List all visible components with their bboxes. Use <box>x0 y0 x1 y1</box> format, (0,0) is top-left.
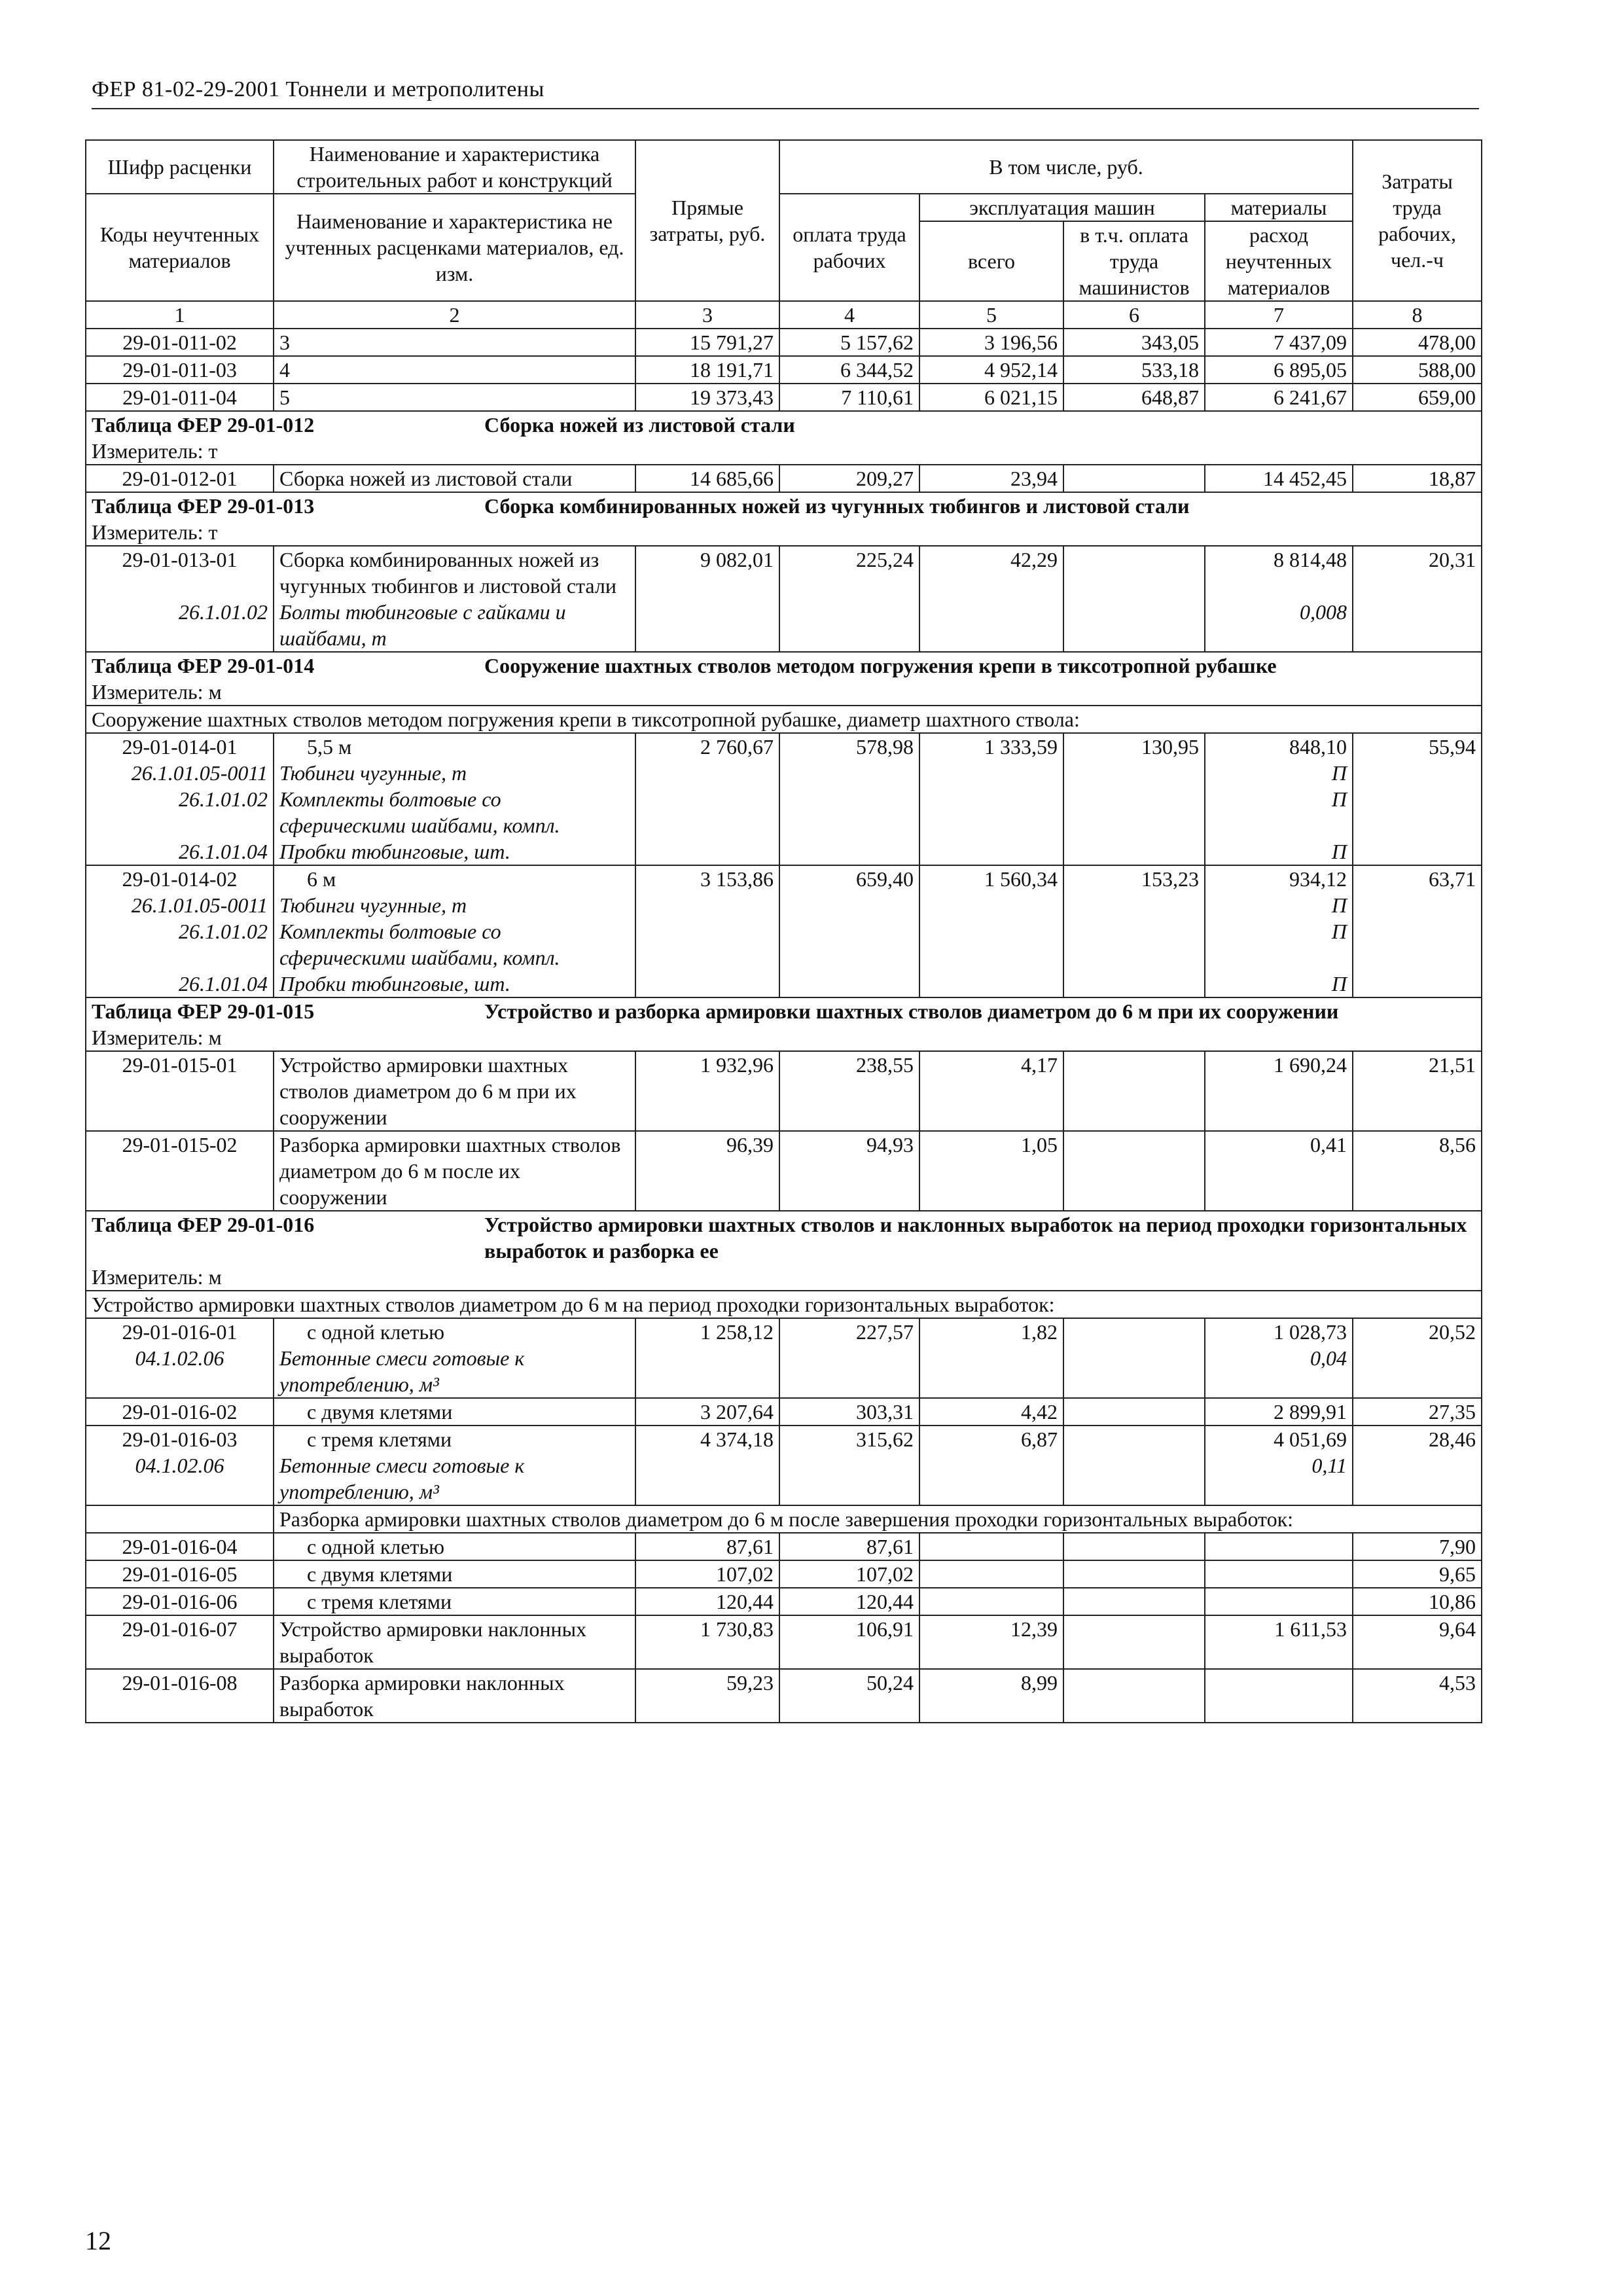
table-title-name: Устройство и разборка армировки шахтных стволов диаметром до 6 м при их сооружении <box>484 999 1339 1023</box>
row-mach: 23,94 <box>919 465 1063 492</box>
table-row <box>86 356 1482 384</box>
row-code: 29-01-011-02 <box>86 329 274 356</box>
table-title-code: Таблица ФЕР 29-01-014 <box>92 654 315 677</box>
row-name: с тремя клетями <box>274 1426 635 1452</box>
col-mach-wages-header: в т.ч. оплата труда машинистов <box>1063 221 1205 301</box>
material-code: 04.1.02.06 <box>86 1345 274 1398</box>
table-header-row-1 <box>86 140 1482 194</box>
col-num: 6 <box>1063 301 1205 329</box>
material-code: 26.1.01.04 <box>86 838 274 865</box>
row-mat: 6 241,67 <box>1205 384 1353 411</box>
table-row <box>86 1615 1482 1669</box>
row-mat: 2 899,91 <box>1205 1398 1353 1426</box>
row-mach: 4,42 <box>919 1398 1063 1426</box>
row-wages: 120,44 <box>779 1588 919 1615</box>
row-labor: 28,46 <box>1353 1426 1482 1452</box>
measure-unit: Измеритель: т <box>86 438 1482 465</box>
subheading-row <box>86 1291 1482 1318</box>
row-labor: 27,35 <box>1353 1398 1482 1426</box>
table-title-code: Таблица ФЕР 29-01-016 <box>92 1213 315 1236</box>
row-code: 29-01-015-01 <box>86 1051 274 1131</box>
row-code: 29-01-015-02 <box>86 1131 274 1211</box>
row-mach: 1,05 <box>919 1131 1063 1211</box>
row-labor: 20,31 <box>1353 546 1482 599</box>
row-name: с тремя клетями <box>274 1588 635 1615</box>
row-wages: 5 157,62 <box>779 329 919 356</box>
row-wages: 107,02 <box>779 1560 919 1588</box>
row-code: 29-01-011-04 <box>86 384 274 411</box>
row-name: Разборка армировки шахтных стволов диаметром до 6 м после их сооружении <box>274 1131 635 1211</box>
row-labor: 20,52 <box>1353 1318 1482 1345</box>
row-mach: 42,29 <box>919 546 1063 599</box>
row-mach: 8,99 <box>919 1669 1063 1723</box>
table-row <box>86 329 1482 356</box>
row-wages: 209,27 <box>779 465 919 492</box>
table-title-code: Таблица ФЕР 29-01-015 <box>92 999 315 1023</box>
row-wages: 225,24 <box>779 546 919 599</box>
col-name-header: Наименование и характеристика строительных работ и конструкций <box>274 140 635 194</box>
row-direct: 3 153,86 <box>635 865 779 892</box>
material-row <box>86 971 1482 997</box>
row-labor: 478,00 <box>1353 329 1482 356</box>
col-mat-consumption-header: расход неучтенных материалов <box>1205 221 1353 301</box>
col-materials-header: материалы <box>1205 194 1353 221</box>
table-title-code: Таблица ФЕР 29-01-013 <box>92 494 315 518</box>
document-header: ФЕР 81-02-29-2001 Тоннели и метрополитены <box>92 77 544 101</box>
subheading-row <box>86 1505 1482 1533</box>
row-mat: 8 814,48 <box>1205 546 1353 599</box>
row-wages: 659,40 <box>779 865 919 892</box>
col-num: 4 <box>779 301 919 329</box>
row-code: 29-01-011-03 <box>86 356 274 384</box>
row-name: 4 <box>274 356 635 384</box>
row-direct: 120,44 <box>635 1588 779 1615</box>
row-mach-wages <box>1063 465 1205 492</box>
col-incl-header: В том числе, руб. <box>779 140 1353 194</box>
row-name: Устройство армировки шахтных стволов диаметром до 6 м при их сооружении <box>274 1051 635 1131</box>
row-mat: 6 895,05 <box>1205 356 1353 384</box>
row-labor: 8,56 <box>1353 1131 1482 1211</box>
material-code: 26.1.01.02 <box>86 786 274 838</box>
row-name: с двумя клетями <box>274 1560 635 1588</box>
material-row <box>86 1345 1482 1398</box>
table-row <box>86 1051 1482 1131</box>
row-name: с двумя клетями <box>274 1398 635 1426</box>
table-row <box>86 1426 1482 1452</box>
material-code: 04.1.02.06 <box>86 1452 274 1505</box>
table-row <box>86 1533 1482 1560</box>
subheading: Устройство армировки шахтных стволов диаметром до 6 м на период проходки горизонтальных выработок: <box>86 1291 1482 1318</box>
row-mach: 6,87 <box>919 1426 1063 1452</box>
row-mach: 3 196,56 <box>919 329 1063 356</box>
table-row <box>86 1318 1482 1345</box>
material-row <box>86 1452 1482 1505</box>
measure-row <box>86 679 1482 706</box>
row-labor: 55,94 <box>1353 733 1482 760</box>
row-code: 29-01-014-01 <box>86 733 274 760</box>
row-mach: 4 952,14 <box>919 356 1063 384</box>
row-code: 29-01-016-06 <box>86 1588 274 1615</box>
row-mat: 848,10 <box>1205 733 1353 760</box>
measure-unit: Измеритель: т <box>86 519 1482 546</box>
row-mach-wages: 533,18 <box>1063 356 1205 384</box>
row-labor: 588,00 <box>1353 356 1482 384</box>
row-wages: 50,24 <box>779 1669 919 1723</box>
table-row <box>86 384 1482 411</box>
row-name: Сборка комбинированных ножей из чугунных тюбингов и листовой стали <box>274 546 635 599</box>
row-code: 29-01-013-01 <box>86 546 274 599</box>
material-name: Пробки тюбинговые, шт. <box>274 838 635 865</box>
table-title-name: Устройство армировки шахтных стволов и наклонных выработок на период проходки горизонтальных выработок и разборка ее <box>484 1213 1467 1263</box>
table-title-name: Сборка ножей из листовой стали <box>484 413 795 437</box>
page-number: 12 <box>85 2226 111 2255</box>
material-qty: П <box>1205 892 1353 918</box>
row-mach: 12,39 <box>919 1615 1063 1669</box>
row-name: 6 м <box>274 865 635 892</box>
row-code: 29-01-016-03 <box>86 1426 274 1452</box>
row-direct: 2 760,67 <box>635 733 779 760</box>
row-direct: 4 374,18 <box>635 1426 779 1452</box>
table-row <box>86 733 1482 760</box>
col-machines-header: эксплуатация машин <box>919 194 1205 221</box>
row-wages: 106,91 <box>779 1615 919 1669</box>
row-mach: 6 021,15 <box>919 384 1063 411</box>
col-num: 1 <box>86 301 274 329</box>
table-row <box>86 1669 1482 1723</box>
measure-unit: Измеритель: м <box>86 1024 1482 1051</box>
material-qty: П <box>1205 760 1353 786</box>
material-name: Тюбинги чугунные, т <box>274 892 635 918</box>
table-row <box>86 1560 1482 1588</box>
row-mat: 7 437,09 <box>1205 329 1353 356</box>
material-code: 26.1.01.05-0011 <box>86 892 274 918</box>
row-labor: 9,64 <box>1353 1615 1482 1669</box>
material-qty: П <box>1205 971 1353 997</box>
row-mat: 14 452,45 <box>1205 465 1353 492</box>
row-mat: 1 611,53 <box>1205 1615 1353 1669</box>
row-mat: 0,41 <box>1205 1131 1353 1211</box>
table-header-row-2 <box>86 194 1482 221</box>
row-direct: 19 373,43 <box>635 384 779 411</box>
subheading: Сооружение шахтных стволов методом погружения крепи в тиксотропной рубашке, диаметр шахтного ствола: <box>86 706 1482 733</box>
material-row <box>86 918 1482 971</box>
material-name: Комплекты болтовые со сферическими шайбами, компл. <box>274 786 635 838</box>
row-labor: 9,65 <box>1353 1560 1482 1588</box>
row-wages: 94,93 <box>779 1131 919 1211</box>
table-row <box>86 546 1482 599</box>
row-direct: 15 791,27 <box>635 329 779 356</box>
header-rule <box>92 108 1479 109</box>
row-direct: 59,23 <box>635 1669 779 1723</box>
row-direct: 107,02 <box>635 1560 779 1588</box>
table-title-row <box>86 652 1482 679</box>
table-title-name: Сооружение шахтных стволов методом погружения крепи в тиксотропной рубашке <box>484 654 1277 677</box>
table-title-code: Таблица ФЕР 29-01-012 <box>92 413 315 437</box>
material-qty: П <box>1205 918 1353 971</box>
material-name: Тюбинги чугунные, т <box>274 760 635 786</box>
row-mach-wages: 648,87 <box>1063 384 1205 411</box>
row-wages: 6 344,52 <box>779 356 919 384</box>
row-wages: 87,61 <box>779 1533 919 1560</box>
row-code: 29-01-016-02 <box>86 1398 274 1426</box>
table-row <box>86 865 1482 892</box>
table-title-row <box>86 492 1482 519</box>
material-name: Бетонные смеси готовые к употреблению, м³ <box>274 1452 635 1505</box>
col-num: 3 <box>635 301 779 329</box>
material-name: Пробки тюбинговые, шт. <box>274 971 635 997</box>
col-mach-total-header: всего <box>919 221 1063 301</box>
material-name: Болты тюбинговые с гайками и шайбами, т <box>274 599 635 652</box>
measure-row <box>86 438 1482 465</box>
row-name: Устройство армировки наклонных выработок <box>274 1615 635 1669</box>
row-direct: 14 685,66 <box>635 465 779 492</box>
col-name2-header: Наименование и характеристика не учтенных расценками материалов, ед. изм. <box>274 194 635 301</box>
row-labor: 21,51 <box>1353 1051 1482 1131</box>
measure-row <box>86 1024 1482 1051</box>
material-qty: П <box>1205 838 1353 865</box>
measure-unit: Измеритель: м <box>86 679 1482 706</box>
row-name: Разборка армировки наклонных выработок <box>274 1669 635 1723</box>
col-labor-header: Затраты труда рабочих, чел.-ч <box>1353 140 1482 301</box>
row-code: 29-01-016-08 <box>86 1669 274 1723</box>
col-wages-header: оплата труда рабочих <box>779 194 919 301</box>
row-mach-wages: 130,95 <box>1063 733 1205 760</box>
material-row <box>86 599 1482 652</box>
measure-unit: Измеритель: м <box>86 1264 1482 1291</box>
material-row <box>86 760 1482 786</box>
row-labor: 7,90 <box>1353 1533 1482 1560</box>
table-row <box>86 1131 1482 1211</box>
table-title-name: Сборка комбинированных ножей из чугунных тюбингов и листовой стали <box>484 494 1190 518</box>
row-labor: 63,71 <box>1353 865 1482 892</box>
col-num: 7 <box>1205 301 1353 329</box>
col-code-header: Шифр расценки <box>86 140 274 194</box>
material-qty: 0,008 <box>1205 599 1353 652</box>
material-row <box>86 838 1482 865</box>
material-name: Комплекты болтовые со сферическими шайбами, компл. <box>274 918 635 971</box>
row-labor: 4,53 <box>1353 1669 1482 1723</box>
material-code: 26.1.01.02 <box>86 918 274 971</box>
row-mach-wages <box>1063 546 1205 599</box>
col-codes-header: Коды неучтенных материалов <box>86 194 274 301</box>
row-wages: 7 110,61 <box>779 384 919 411</box>
row-name: с одной клетью <box>274 1318 635 1345</box>
row-mach: 1,82 <box>919 1318 1063 1345</box>
row-mat: 934,12 <box>1205 865 1353 892</box>
row-mat: 1 028,73 <box>1205 1318 1353 1345</box>
row-code: 29-01-014-02 <box>86 865 274 892</box>
material-name: Бетонные смеси готовые к употреблению, м³ <box>274 1345 635 1398</box>
col-num: 8 <box>1353 301 1482 329</box>
table-title-row <box>86 1211 1482 1264</box>
measure-row <box>86 1264 1482 1291</box>
row-direct: 3 207,64 <box>635 1398 779 1426</box>
fer-table <box>85 139 1482 1723</box>
row-code: 29-01-016-07 <box>86 1615 274 1669</box>
material-row <box>86 892 1482 918</box>
row-wages: 227,57 <box>779 1318 919 1345</box>
row-wages: 303,31 <box>779 1398 919 1426</box>
row-code: 29-01-012-01 <box>86 465 274 492</box>
col-num: 5 <box>919 301 1063 329</box>
row-mach: 1 560,34 <box>919 865 1063 892</box>
row-code: 29-01-016-04 <box>86 1533 274 1560</box>
row-code: 29-01-016-01 <box>86 1318 274 1345</box>
material-code: 26.1.01.02 <box>86 599 274 652</box>
table-row <box>86 465 1482 492</box>
row-direct: 18 191,71 <box>635 356 779 384</box>
row-name: Сборка ножей из листовой стали <box>274 465 635 492</box>
row-name: 3 <box>274 329 635 356</box>
row-mach: 4,17 <box>919 1051 1063 1131</box>
row-mach-wages: 343,05 <box>1063 329 1205 356</box>
row-name: 5,5 м <box>274 733 635 760</box>
table-title-row <box>86 997 1482 1024</box>
table-row <box>86 1398 1482 1426</box>
subheading-row <box>86 706 1482 733</box>
measure-row <box>86 519 1482 546</box>
material-code: 26.1.01.05-0011 <box>86 760 274 786</box>
row-labor: 659,00 <box>1353 384 1482 411</box>
row-direct: 9 082,01 <box>635 546 779 599</box>
col-direct-header: Прямые затраты, руб. <box>635 140 779 301</box>
table-title-row <box>86 411 1482 438</box>
material-qty: П <box>1205 786 1353 838</box>
row-wages: 315,62 <box>779 1426 919 1452</box>
row-name: 5 <box>274 384 635 411</box>
material-qty: 0,11 <box>1205 1452 1353 1505</box>
row-mach: 1 333,59 <box>919 733 1063 760</box>
row-mat: 1 690,24 <box>1205 1051 1353 1131</box>
table-column-numbers <box>86 301 1482 329</box>
row-direct: 87,61 <box>635 1533 779 1560</box>
row-mat: 4 051,69 <box>1205 1426 1353 1452</box>
table-row <box>86 1588 1482 1615</box>
row-code: 29-01-016-05 <box>86 1560 274 1588</box>
row-name: с одной клетью <box>274 1533 635 1560</box>
col-num: 2 <box>274 301 635 329</box>
row-direct: 96,39 <box>635 1131 779 1211</box>
material-row <box>86 786 1482 838</box>
row-direct: 1 932,96 <box>635 1051 779 1131</box>
row-mach-wages: 153,23 <box>1063 865 1205 892</box>
material-qty: 0,04 <box>1205 1345 1353 1398</box>
row-direct: 1 730,83 <box>635 1615 779 1669</box>
row-labor: 10,86 <box>1353 1588 1482 1615</box>
row-wages: 578,98 <box>779 733 919 760</box>
subheading: Разборка армировки шахтных стволов диаметром до 6 м после завершения проходки горизонтальных выработок: <box>274 1505 1482 1533</box>
row-direct: 1 258,12 <box>635 1318 779 1345</box>
row-labor: 18,87 <box>1353 465 1482 492</box>
row-wages: 238,55 <box>779 1051 919 1131</box>
material-code: 26.1.01.04 <box>86 971 274 997</box>
